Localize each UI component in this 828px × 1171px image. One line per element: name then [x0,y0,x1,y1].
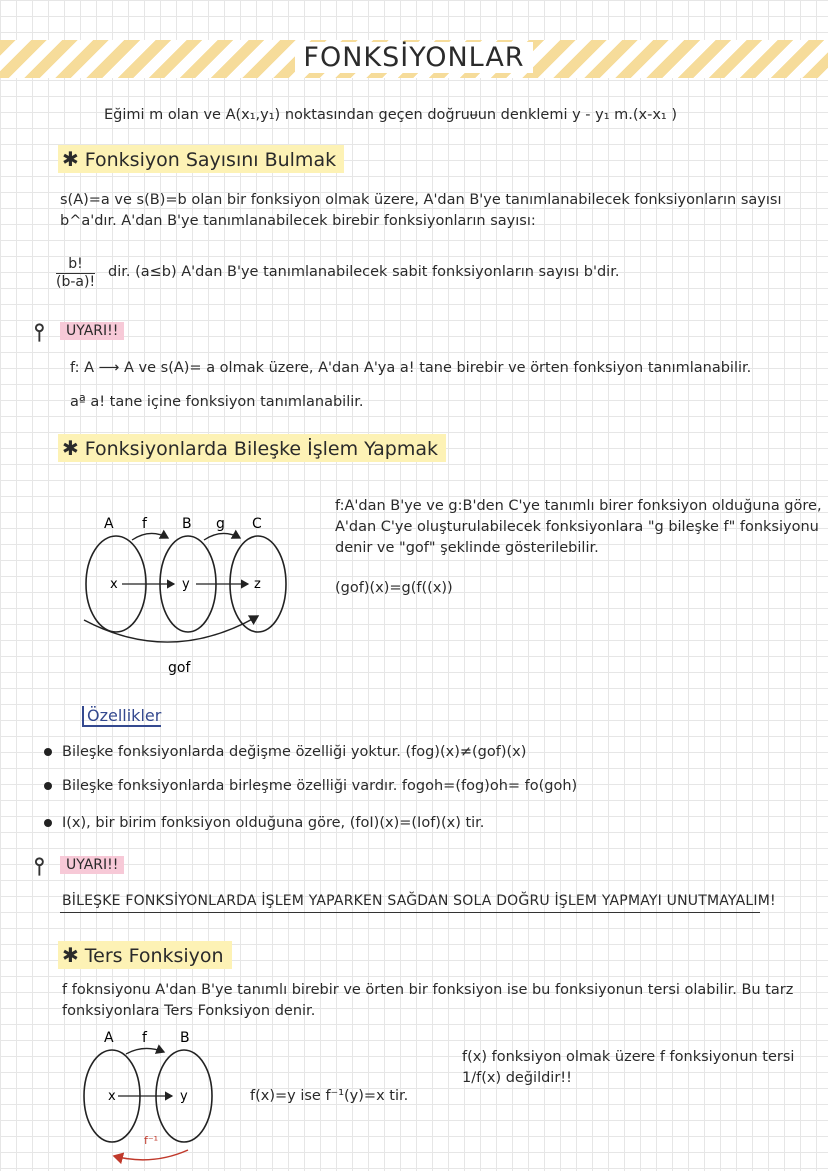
asterisk-icon: ✱ [62,147,79,171]
f-label: f [142,1030,147,1046]
gof-label: gof [168,660,191,676]
fraction-numerator: b! [56,256,95,274]
injective-count-fraction [56,256,95,290]
fraction-denominator: (b-a)! [56,274,96,290]
inverse-note-line1: f(x) fonksiyon olmak üzere f fonksiyonun tersi [462,1049,795,1065]
g-label: g [216,516,225,532]
f-arrow [126,1048,164,1054]
inverse-note-line2: 1/f(x) değildir!! [462,1070,572,1086]
composition-desc-line3: denir ve "gof" şeklinde gösterilebilir. [335,540,599,556]
bullet-dot [44,748,52,756]
set-a-label: A [104,516,114,532]
composition-formula: (gof)(x)=g(f((x)) [335,580,453,596]
warning-label: UYARI!! [60,856,124,874]
element-x: x [110,577,118,592]
set-b-label: B [182,516,192,532]
properties-heading: Özellikler [82,706,161,727]
inverse-arrow [114,1150,188,1160]
f-label: f [142,516,147,532]
composition-desc-line2: A'dan C'ye oluşturulabilecek fonksiyonlara "g bileşke f" fonksiyonu [335,519,819,535]
composition-diagram [76,508,296,678]
warning1-line1: f: A ⟶ A ve s(A)= a olmak üzere, A'dan A'ya a! tane birebir ve örten fonksiyon tanımlanabilir. [70,360,752,376]
section1-para-line2: b^a'dır. A'dan B'ye tanımlanabilecek birebir fonksiyonların sayısı: [60,213,536,229]
section3-para-line1: f foknsiyonu A'dan B'ye tanımlı birebir ve örten bir fonksiyon ise bu fonksiyonun tersi olabilir. Bu tarz [62,982,794,998]
g-arrow [204,533,240,540]
section-heading-function-count [58,145,344,173]
section-heading-text: Fonksiyonlarda Bileşke İşlem Yapmak [84,438,439,460]
section-heading-text: Fonksiyon Sayısını Bulmak [84,149,337,171]
warning2-text: BİLEŞKE FONKSİYONLARDA İŞLEM YAPARKEN SAĞDAN SOLA DOĞRU İŞLEM YAPMAYI UNUTMAYALIM! [62,893,776,909]
warning1-line2: aª a! tane içine fonksiyon tanımlanabilir. [70,394,364,410]
property-item: I(x), bir birim fonksiyon olduğuna göre, (foI)(x)=(Iof)(x) tir. [62,815,485,831]
warning2-underline [60,912,760,913]
set-c-label: C [252,516,262,532]
section-heading-inverse [58,941,232,969]
property-item: Bileşke fonksiyonlarda değişme özelliği yoktur. (fog)(x)≠(gof)(x) [62,744,527,760]
warning-label: UYARI!! [60,322,124,340]
bullet-dot [44,819,52,827]
section1-para-line1: s(A)=a ve s(B)=b olan bir fonksiyon olmak üzere, A'dan B'ye tanımlanabilecek fonksiyonların sayısı [60,192,782,208]
section3-para-line2: fonksiyonlara Ters Fonksiyon denir. [62,1003,316,1019]
element-x: x [108,1089,116,1104]
property-item: Bileşke fonksiyonlarda birleşme özelliği vardır. fogoh=(fog)oh= fo(goh) [62,778,578,794]
gof-arrow [84,616,258,642]
element-z: z [254,577,261,592]
section1-after-fraction: dir. (a≤b) A'dan B'ye tanımlanabilecek sabit fonksiyonların sayısı b'dir. [108,264,620,280]
element-y: y [182,577,190,592]
section-heading-composition [58,434,446,462]
inverse-formula: f(x)=y ise f⁻¹(y)=x tir. [250,1088,409,1104]
f-inverse-label: f⁻¹ [144,1134,159,1147]
intro-line: Eğimi m olan ve A(x₁,y₁) noktasından geçen doğruᵾun denklemi y - y₁ m.(x-x₁ ) [104,107,678,123]
set-b-label: B [180,1030,190,1046]
element-y: y [180,1089,188,1104]
page-title: FONKSİYONLAR [0,42,828,73]
inverse-diagram [80,1026,230,1168]
f-arrow [132,533,168,540]
bullet-dot [44,782,52,790]
section-heading-text: Ters Fonksiyon [84,945,224,967]
warning-icon: ⫯ [34,852,45,880]
set-a-label: A [104,1030,114,1046]
composition-desc-line1: f:A'dan B'ye ve g:B'den C'ye tanımlı birer fonksiyon olduğuna göre, [335,498,822,514]
asterisk-icon: ✱ [62,436,79,460]
warning-icon: ⫯ [34,318,45,346]
asterisk-icon: ✱ [62,943,79,967]
